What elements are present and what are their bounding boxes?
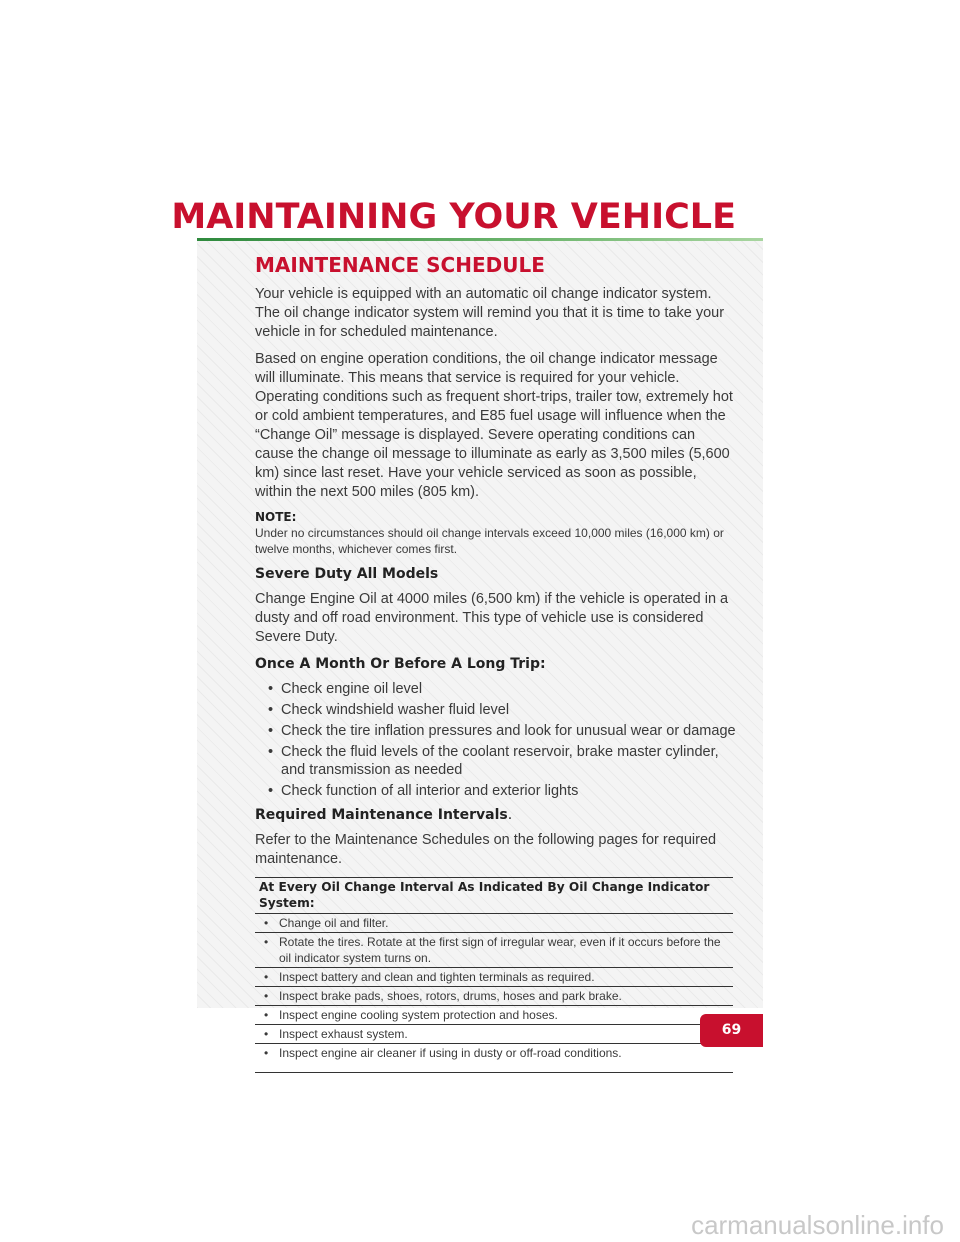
list-item: • Check engine oil level <box>255 680 736 698</box>
list-item: • Check function of all interior and exterior lights <box>255 782 736 800</box>
table-row <box>255 987 733 1006</box>
monthly-check-list <box>255 680 736 800</box>
note-label: NOTE: <box>255 510 297 524</box>
list-item: • Check the fluid levels of the coolant reservoir, brake master cylinder, and transmission as needed <box>255 743 736 779</box>
required-intervals-heading <box>255 806 736 825</box>
severe-duty-text: Change Engine Oil at 4000 miles (6,500 km) if the vehicle is operated in a dusty and off road environment. This type of vehicle use is considered Severe Duty. <box>255 591 729 645</box>
watermark: carmanualsonline.info <box>691 1210 944 1240</box>
page-content <box>255 252 736 1073</box>
table-cell: • Inspect battery and clean and tighten terminals as required. <box>259 969 729 985</box>
table-cell: • Change oil and filter. <box>259 915 729 931</box>
table-cell: • Inspect brake pads, shoes, rotors, drums, hoses and park brake. <box>259 988 729 1004</box>
table-cell: • Inspect engine air cleaner if using in dusty or off-road conditions. <box>259 1045 729 1061</box>
required-intervals-text: Refer to the Maintenance Schedules on the following pages for required maintenance. <box>255 832 717 867</box>
table-row <box>255 1044 733 1073</box>
table-row <box>255 1025 733 1044</box>
severe-duty-heading: Severe Duty All Models <box>255 566 439 582</box>
intro-paragraph: Your vehicle is equipped with an automatic oil change indicator system. The oil change indicator system will remind you that it is time to take your vehicle in for scheduled maintenance. <box>255 286 725 340</box>
required-intervals-title: Required Maintenance Intervals <box>255 807 508 823</box>
table-cell: • Inspect engine cooling system protection and hoses. <box>259 1007 729 1023</box>
monthly-check-heading: Once A Month Or Before A Long Trip: <box>255 656 546 672</box>
note-text: Under no circumstances should oil change intervals exceed 10,000 miles (16,000 km) or twelve months, whichever comes first. <box>255 526 724 556</box>
table-row <box>255 914 733 933</box>
table-header: At Every Oil Change Interval As Indicated By Oil Change Indicator System: <box>255 878 733 914</box>
maintenance-table <box>255 877 733 1073</box>
table-row <box>255 933 733 968</box>
conditions-paragraph: Based on engine operation conditions, the oil change indicator message will illuminate. This means that service is required for your vehicle. Operating conditions such as frequent short-trips, trailer tow, extremely hot or cold ambient temperatures, and E85 fuel usage will influence when the “Change Oil” message is displayed. Severe operating conditions can cause the change oil message to illuminate as early as 3,500 miles (5,600 km) since last reset. Have your vehicle serviced as soon as possible, within the next 500 miles (805 km). <box>255 351 733 500</box>
list-item: • Check windshield washer fluid level <box>255 701 736 719</box>
table-row <box>255 968 733 987</box>
page-number-tab: 69 <box>700 1014 763 1047</box>
list-item: • Check the tire inflation pressures and look for unusual wear or damage <box>255 722 736 740</box>
header-rule <box>197 238 763 241</box>
section-header: MAINTAINING YOUR VEHICLE <box>171 197 736 237</box>
required-intervals-period: . <box>507 807 513 823</box>
table-cell: • Inspect exhaust system. <box>259 1026 729 1042</box>
page-title: MAINTENANCE SCHEDULE <box>255 253 545 277</box>
table-row <box>255 1006 733 1025</box>
table-cell: • Rotate the tires. Rotate at the first sign of irregular wear, even if it occurs before the oil indicator system turns on. <box>259 934 729 966</box>
